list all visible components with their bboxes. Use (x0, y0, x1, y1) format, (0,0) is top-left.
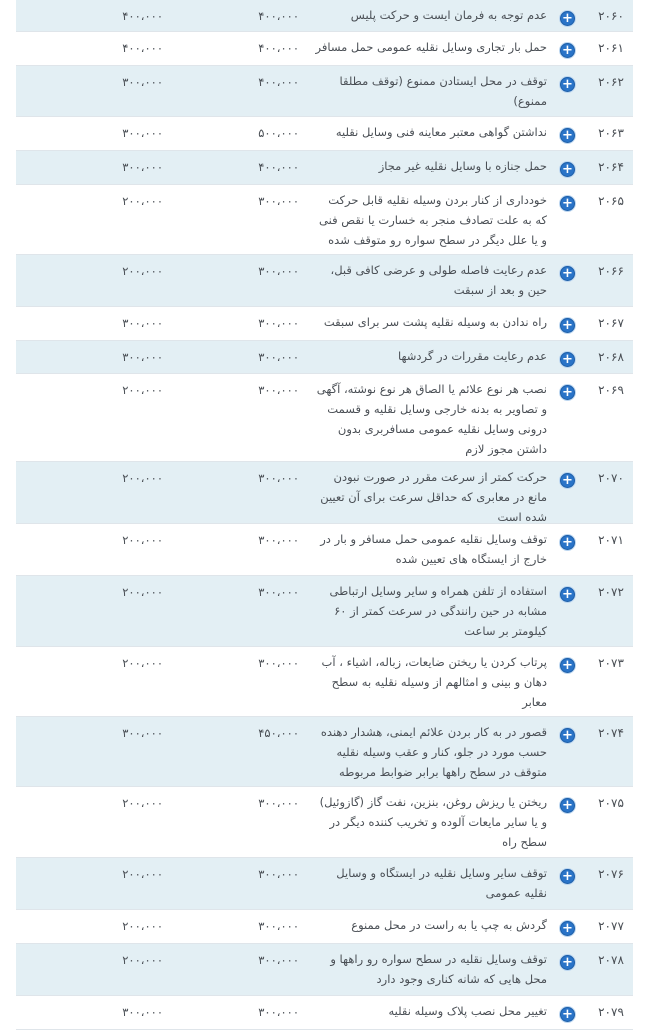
expand-plus-icon[interactable]: + (560, 728, 575, 743)
fine-amount-secondary: ۲۰۰،۰۰۰ (122, 796, 163, 810)
table-row (16, 185, 633, 255)
table-row (16, 717, 633, 787)
expand-plus-icon[interactable]: + (560, 11, 575, 26)
fine-amount-secondary: ۲۰۰،۰۰۰ (122, 585, 163, 599)
violation-description: عدم رعایت مقررات در گردشها (397, 349, 547, 363)
table-row (16, 944, 633, 996)
violation-code: ۲۰۷۷ (598, 919, 624, 933)
fine-amount-secondary: ۳۰۰،۰۰۰ (122, 160, 163, 174)
violation-description: توقف در محل ایستادن ممنوع (توقف مطلقا ممنوع) (339, 74, 547, 108)
violation-description: نصب هر نوع علائم یا الصاق هر نوع نوشته، آگهی و تصاویر به بدنه خارجی وسایل نقلیه و قسمت درونی وسایل نقلیه عمومی مسافربری بدون داشتن مجوز لازم (316, 382, 547, 456)
fine-amount-secondary: ۲۰۰،۰۰۰ (122, 383, 163, 397)
violation-description: پرتاب کردن یا ریختن ضایعات، زباله، اشیاء ، آب دهان و بینی و امثالهم از وسیله نقلیه به سطح معابر (321, 655, 547, 709)
expand-plus-icon[interactable]: + (560, 128, 575, 143)
fine-amount-secondary: ۲۰۰،۰۰۰ (122, 194, 163, 208)
table-row (16, 307, 633, 341)
expand-plus-icon[interactable]: + (560, 196, 575, 211)
fine-amount-primary: ۳۰۰،۰۰۰ (258, 383, 299, 397)
violation-description: توقف وسایل نقلیه در سطح سواره رو راهها و محل هایی که شانه کناری وجود دارد (330, 952, 547, 986)
fine-amount-primary: ۳۰۰،۰۰۰ (258, 919, 299, 933)
expand-plus-icon[interactable]: + (560, 318, 575, 333)
violation-code: ۲۰۶۶ (598, 264, 624, 278)
violation-code: ۲۰۶۵ (598, 194, 624, 208)
table-row (16, 462, 633, 524)
expand-plus-icon[interactable]: + (560, 955, 575, 970)
violation-code: ۲۰۷۰ (598, 471, 624, 485)
table-row (16, 576, 633, 647)
violation-description: حمل بار تجاری وسایل نقلیه عمومی حمل مسافر (315, 40, 547, 54)
table-row (16, 341, 633, 374)
fine-amount-secondary: ۲۰۰،۰۰۰ (122, 471, 163, 485)
violation-description: توقف سایر وسایل نقلیه در ایستگاه و وسایل نقلیه عمومی (336, 866, 547, 900)
table-row (16, 524, 633, 576)
table-row (16, 787, 633, 858)
fine-amount-secondary: ۳۰۰،۰۰۰ (122, 1005, 163, 1019)
violation-description: استفاده از تلفن همراه و سایر وسایل ارتباطی مشابه در حین رانندگی در سرعت کمتر از ۶۰ کیلومتر بر ساعت (329, 584, 547, 638)
fine-amount-secondary: ۲۰۰،۰۰۰ (122, 867, 163, 881)
fine-amount-primary: ۳۰۰،۰۰۰ (258, 585, 299, 599)
fine-amount-secondary: ۲۰۰،۰۰۰ (122, 656, 163, 670)
expand-plus-icon[interactable]: + (560, 798, 575, 813)
fine-amount-primary: ۴۰۰،۰۰۰ (258, 41, 299, 55)
fine-amount-primary: ۳۰۰،۰۰۰ (258, 867, 299, 881)
fine-amount-secondary: ۲۰۰،۰۰۰ (122, 264, 163, 278)
fine-amount-primary: ۳۰۰،۰۰۰ (258, 656, 299, 670)
table-row (16, 32, 633, 66)
violation-code: ۲۰۶۱ (598, 41, 624, 55)
violation-description: تغییر محل نصب پلاک وسیله نقلیه (388, 1004, 547, 1018)
fine-amount-primary: ۳۰۰،۰۰۰ (258, 194, 299, 208)
violation-code: ۲۰۷۴ (598, 726, 624, 740)
fine-amount-primary: ۴۰۰،۰۰۰ (258, 75, 299, 89)
violation-description: عدم توجه به فرمان ایست و حرکت پلیس (350, 8, 547, 22)
fine-amount-primary: ۴۰۰،۰۰۰ (258, 160, 299, 174)
fine-amount-primary: ۴۰۰،۰۰۰ (258, 9, 299, 23)
table-row (16, 255, 633, 307)
fine-amount-primary: ۳۰۰،۰۰۰ (258, 350, 299, 364)
table-row (16, 117, 633, 151)
violation-code: ۲۰۶۲ (598, 75, 624, 89)
expand-plus-icon[interactable]: + (560, 535, 575, 550)
violation-code: ۲۰۶۹ (598, 383, 624, 397)
fine-amount-secondary: ۲۰۰،۰۰۰ (122, 919, 163, 933)
fine-amount-primary: ۵۰۰،۰۰۰ (258, 126, 299, 140)
violation-description: گردش به چپ یا به راست در محل ممنوع (351, 918, 547, 932)
fine-amount-secondary: ۲۰۰،۰۰۰ (122, 533, 163, 547)
fine-amount-secondary: ۴۰۰،۰۰۰ (122, 41, 163, 55)
fine-amount-primary: ۳۰۰،۰۰۰ (258, 471, 299, 485)
violation-description: حرکت کمتر از سرعت مقرر در صورت نبودن مانع در معابری که حداقل سرعت برای آن تعیین شده است (320, 470, 547, 524)
expand-plus-icon[interactable]: + (560, 266, 575, 281)
fine-amount-secondary: ۳۰۰،۰۰۰ (122, 126, 163, 140)
fine-amount-primary: ۳۰۰،۰۰۰ (258, 796, 299, 810)
fine-amount-secondary: ۴۰۰،۰۰۰ (122, 9, 163, 23)
expand-plus-icon[interactable]: + (560, 473, 575, 488)
expand-plus-icon[interactable]: + (560, 162, 575, 177)
violation-code: ۲۰۶۷ (598, 316, 624, 330)
violation-description: خودداری از کنار بردن وسیله نقلیه قابل حرکت که به علت تصادف منجر به خسارت یا نقص فنی و یا علل دیگر در سطح سواره رو متوقف شده (319, 193, 547, 247)
violation-description: راه ندادن به وسیله نقلیه پشت سر برای سبقت (323, 315, 547, 329)
violation-code: ۲۰۷۳ (598, 656, 624, 670)
fine-amount-secondary: ۳۰۰،۰۰۰ (122, 75, 163, 89)
violation-code: ۲۰۷۶ (598, 867, 624, 881)
table-row (16, 996, 633, 1030)
fine-amount-secondary: ۳۰۰،۰۰۰ (122, 316, 163, 330)
fine-amount-primary: ۳۰۰،۰۰۰ (258, 533, 299, 547)
table-row (16, 374, 633, 462)
table-row (16, 858, 633, 910)
violation-code: ۲۰۷۸ (598, 953, 624, 967)
violation-code: ۲۰۶۳ (598, 126, 624, 140)
violation-code: ۲۰۶۴ (598, 160, 624, 174)
violation-code: ۲۰۶۸ (598, 350, 624, 364)
violation-description: توقف وسایل نقلیه عمومی حمل مسافر و بار در خارج از ایستگاه های تعیین شده (320, 532, 547, 566)
violation-description: نداشتن گواهی معتبر معاینه فنی وسایل نقلیه (335, 125, 547, 139)
expand-plus-icon[interactable]: + (560, 43, 575, 58)
fine-amount-primary: ۳۰۰،۰۰۰ (258, 953, 299, 967)
table-row (16, 0, 633, 32)
violation-code: ۲۰۶۰ (598, 9, 624, 23)
expand-plus-icon[interactable]: + (560, 1007, 575, 1022)
violation-description: حمل جنازه با وسایل نقلیه غیر مجاز (378, 159, 547, 173)
expand-plus-icon[interactable]: + (560, 587, 575, 602)
table-row (16, 151, 633, 185)
violation-code: ۲۰۷۹ (598, 1005, 624, 1019)
fine-amount-primary: ۳۰۰،۰۰۰ (258, 264, 299, 278)
expand-plus-icon[interactable]: + (560, 921, 575, 936)
violation-code: ۲۰۷۱ (598, 533, 624, 547)
fine-amount-secondary: ۳۰۰،۰۰۰ (122, 350, 163, 364)
fine-amount-primary: ۳۰۰،۰۰۰ (258, 1005, 299, 1019)
fine-amount-secondary: ۲۰۰،۰۰۰ (122, 953, 163, 967)
expand-plus-icon[interactable]: + (560, 385, 575, 400)
expand-plus-icon[interactable]: + (560, 869, 575, 884)
fine-amount-primary: ۳۰۰،۰۰۰ (258, 316, 299, 330)
violation-code: ۲۰۷۲ (598, 585, 624, 599)
expand-plus-icon[interactable]: + (560, 352, 575, 367)
violation-description: عدم رعایت فاصله طولی و عرضی کافی قبل، حین و بعد از سبقت (330, 263, 547, 297)
expand-plus-icon[interactable]: + (560, 77, 575, 92)
table-row (16, 910, 633, 944)
table-row (16, 66, 633, 117)
expand-plus-icon[interactable]: + (560, 658, 575, 673)
violation-code: ۲۰۷۵ (598, 796, 624, 810)
violation-description: ریختن یا ریزش روغن، بنزین، نفت گاز (گازوئیل) و یا سایر مایعات آلوده و تخریب کننده دیگر در سطح راه (319, 795, 547, 849)
fines-table (16, 0, 633, 1030)
fine-amount-primary: ۴۵۰،۰۰۰ (258, 726, 299, 740)
table-row (16, 647, 633, 717)
violation-description: قصور در به کار بردن علائم ایمنی، هشدار دهنده حسب مورد در جلو، کنار و عقب وسیله نقلیه متوقف در سطح راهها برابر ضوابط مربوطه (320, 725, 547, 779)
fine-amount-secondary: ۳۰۰،۰۰۰ (122, 726, 163, 740)
